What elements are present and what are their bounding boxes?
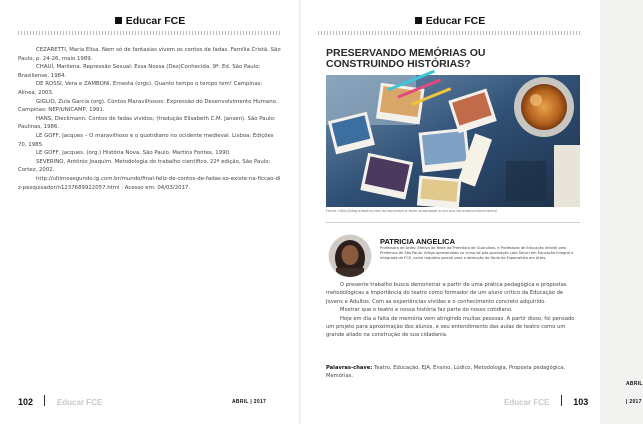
reference-item: SEVERINO, Antônio Joaquim. Metodologia do trabalho científico. 22ª edição, São Paulo: Cortez, 2002. xyxy=(18,158,271,174)
body-paragraph: Mostrar que o teatro e nossa história faz parte do nosso cotidiano. xyxy=(340,307,513,314)
reference-item: LE GOFF, Jacques – O maravilhoso e o quotidiano no ocidente medieval. Lisboa: Edições 70, 1985. xyxy=(18,132,274,148)
reference-item: GIGLIO, Zula Garcia (org). Contos Maravilhosos: Expressão do Desenvolvimento Humano. Campinas: NEP/UNICAMP, 1991. xyxy=(18,98,278,114)
reference-item: DE ROSSI, Vera e ZAMBONI, Ernesta (orgs). Quanto tempo o tempo tem! Campinas: Alínea, 2003. xyxy=(18,81,263,96)
page-number: 103 xyxy=(573,397,589,407)
scrapbook-photo xyxy=(326,75,580,207)
keywords xyxy=(326,364,580,381)
square-bullet-icon xyxy=(415,17,422,24)
author-bio: Professora de Artes: Efetiva da Rede da Prefeitura de Guarulhos, e Professora de Educação Infantil pela Prefeitura de São Paulo. Artigo apresentado no curso de pós-graduação Lato Sensu em Educação Integral e Integrada de FCE, como requisito parcial para a obtenção do título de Especialista em Artes. xyxy=(380,246,574,260)
keywords-label: Palavras-chave: xyxy=(326,365,373,371)
issue-date: ABRIL | 2017 xyxy=(232,399,267,405)
keywords-list: Teatro, Educação, EJA, Ensino, Lúdico, Metodologia, Proposta pedagógica, Memórias. xyxy=(326,365,566,380)
article-title-line1: PRESERVANDO MEMÓRIAS OU xyxy=(326,47,486,59)
issue-date: ABRIL | 2017 xyxy=(626,381,643,405)
footer-divider xyxy=(561,395,562,406)
reference-item: CEZARETTI, Maria Elisa. Nem só de fantasias vivem os contos de fadas. Família Cristã. São Paulo, p. 24-26, maio 1989. xyxy=(18,47,281,62)
header-brand: Educar FCE xyxy=(125,15,186,27)
reference-item: LE GOFF, Jacques. (org.) História Nova. São Paulo. Martins Fontes, 1990. xyxy=(36,150,231,157)
article-title-line2: CONSTRUINDO HISTÓRIAS? xyxy=(326,57,471,70)
right-footer-date xyxy=(626,372,643,408)
right-footer xyxy=(504,392,588,410)
footer-brand: Educar FCE xyxy=(504,398,550,407)
right-page-header xyxy=(300,15,600,27)
header-hatch-divider xyxy=(318,31,582,35)
reference-item: HANS, Dieckmann. Contos de fadas vividos; (tradução Elisabeth C.M. Jansen). São Paulo: Paulinas, 1986. xyxy=(18,115,276,131)
section-divider xyxy=(326,222,580,223)
reference-item: http://ultimosegundo.ig.com.br/mundo/final-feliz-de-contos-de-fadas-so-existe-na-ficcao-diz-pesquisador/n1237689922057.html : Acesso em: 04/03/2017. xyxy=(18,175,281,191)
article-title xyxy=(326,48,586,69)
footer-divider xyxy=(44,395,45,406)
article-body xyxy=(326,281,580,340)
author-avatar xyxy=(328,234,372,282)
header-brand: Educar FCE xyxy=(425,15,486,27)
header-hatch-divider xyxy=(18,31,282,35)
left-footer xyxy=(18,392,102,410)
square-bullet-icon xyxy=(115,17,122,24)
body-paragraph: O presente trabalho busca demonstrar a partir de uma prática pedagógica e propostas metodológicas a importância do teatro como formador de um aluno crítico da Educação de Jovens e Adultos. Com as experiências vividas e o conhecimento concreto adquirido. xyxy=(326,282,567,305)
left-page xyxy=(0,0,300,424)
left-page-header xyxy=(0,15,300,27)
author-name: PATRICIA ANGELICA xyxy=(380,237,455,246)
footer-brand: Educar FCE xyxy=(56,398,103,407)
image-credit: Fonte: http://blog.adeptus.com.br/aprender-a-fazer-scrapbook-e-um-ato-de-autoconhecimento/ xyxy=(326,209,498,213)
references-list xyxy=(18,46,282,192)
scrapbook-photo-illustration xyxy=(326,75,580,207)
right-page xyxy=(300,0,643,424)
reference-item: CHAUÍ, Marilena. Repressão Sexual: Essa Nossa (Des)Conhecida. 9ª. Ed. São Paulo: Brasiliense, 1984. xyxy=(18,64,261,79)
body-paragraph: Hoje em dia a falta de memória vem atingindo muitas pessoas. A partir disso, foi pensado um projeto para aproximação dos alunos, e seu entendimento das aulas de teatro como um grande aliado na construção de sua cidadania. xyxy=(326,315,575,339)
left-footer-date xyxy=(232,390,266,408)
page-number: 102 xyxy=(18,397,34,407)
